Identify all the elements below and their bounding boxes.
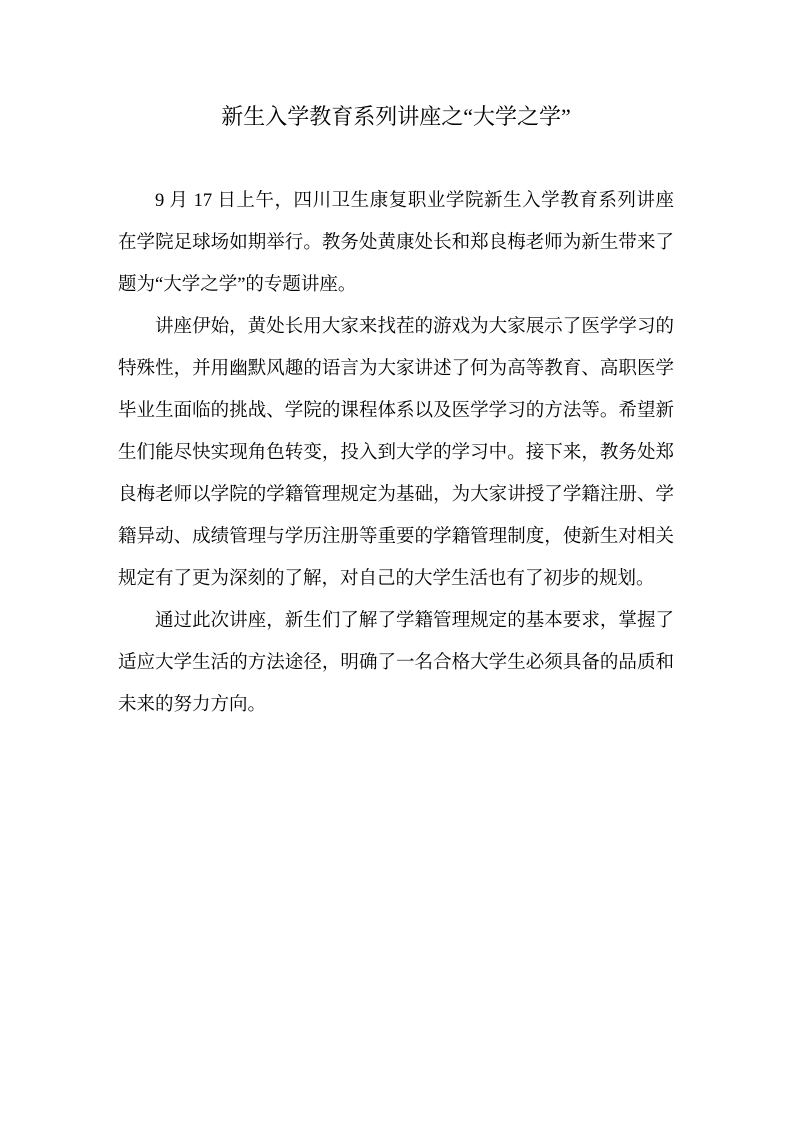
paragraph-intro: 9 月 17 日上午，四川卫生康复职业学院新生入学教育系列讲座在学院足球场如期举行。教务处黄康处长和郑良梅老师为新生带来了题为“大学之学”的专题讲座。 — [118, 191, 674, 295]
paragraph-conclusion: 通过此次讲座，新生们了解了学籍管理规定的基本要求，掌握了适应大学生活的方法途径，明确了一名合格大学生必须具备的品质和未来的努力方向。 — [118, 611, 674, 715]
paragraph-lecture-details: 讲座伊始，黄处长用大家来找茬的游戏为大家展示了医学学习的特殊性，并用幽默风趣的语言为大家讲述了何为高等教育、高职医学毕业生面临的挑战、学院的课程体系以及医学学习的方法等。希望新生们能尽快实现角色转变，投入到大学的学习中。接下来，教务处郑良梅老师以学院的学籍管理规定为基础，为大家讲授了学籍注册、学籍异动、成绩管理与学历注册等重要的学籍管理制度，使新生对相关规定有了更为深刻的了解，对自己的大学生活也有了初步的规划。 — [118, 317, 674, 589]
document-title: 新生入学教育系列讲座之“大学之学” — [221, 104, 571, 129]
document-body — [118, 96, 674, 726]
